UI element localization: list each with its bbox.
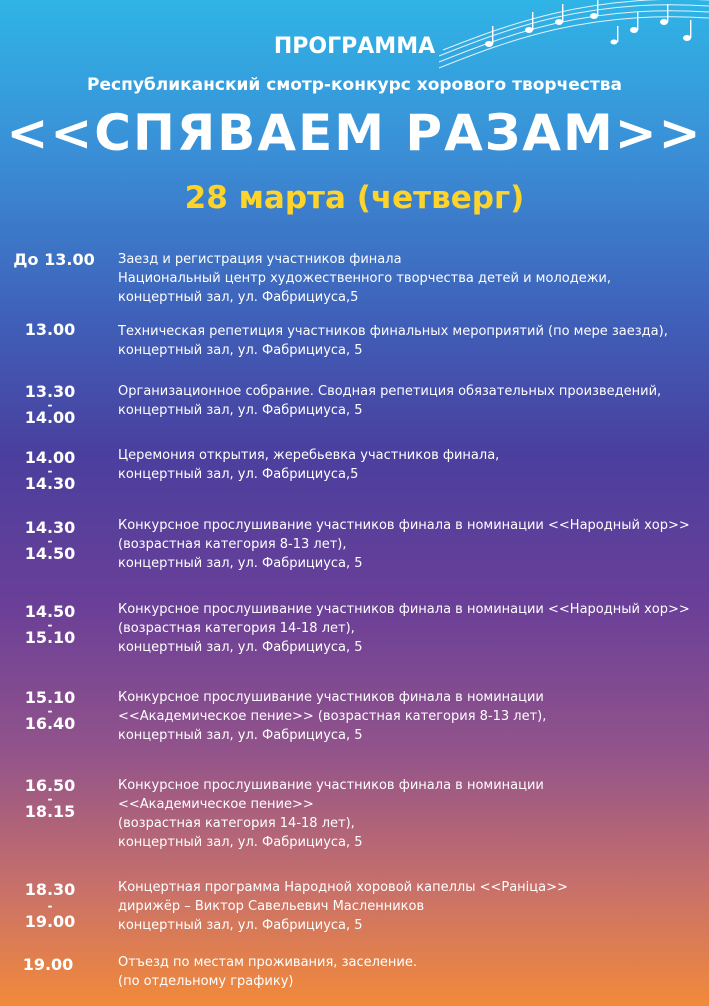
time-range: 15.10 - 16.40 [24, 688, 76, 733]
time-end: 15.10 [24, 628, 76, 647]
schedule-description: Заезд и регистрация участников финала Национальный центр художественного творчества детей и молодежи, концертный зал, ул. Фабрициуса,5 [118, 252, 611, 305]
time-end: 16.40 [24, 714, 76, 733]
event-subtitle: Республиканский смотр-конкурс хорового творчества [87, 75, 622, 95]
time-end: 18.15 [24, 802, 76, 821]
time-range: 14.50 - 15.10 [24, 602, 76, 647]
time-start: 14.30 [24, 518, 76, 537]
time-range: 18.30 - 19.00 [24, 880, 76, 931]
time-end: 14.00 [24, 408, 76, 427]
time-start: 13.00 [24, 320, 76, 339]
time-end: 14.50 [24, 544, 76, 563]
schedule-description: Техническая репетиция участников финальных мероприятий (по мере заезда), концертный зал, ул. Фабрициуса, 5 [118, 324, 668, 358]
time-start: 14.50 [24, 602, 76, 621]
time-start: До 13.00 [13, 250, 95, 269]
program-heading: ПРОГРАММА [273, 34, 436, 59]
schedule-description: Организационное собрание. Сводная репетиция обязательных произведений, концертный зал, ул. Фабрициуса, 5 [118, 384, 662, 418]
schedule-description: Церемония открытия, жеребьевка участников финала, концертный зал, ул. Фабрициуса,5 [118, 448, 500, 482]
event-title: <<СПЯВАЕМ РАЗАМ>> [6, 104, 703, 162]
schedule-description: Отъезд по местам проживания, заселение. (по отдельному графику) [118, 955, 417, 989]
time-range: 13.30 - 14.00 [24, 382, 76, 427]
time-end: 14.30 [24, 474, 76, 493]
time-start: 19.00 [22, 955, 74, 974]
time-start: 14.00 [24, 448, 76, 467]
time-start: 18.30 [24, 880, 76, 899]
time-range: 14.00 - 14.30 [24, 448, 76, 493]
time-range [0, 955, 98, 975]
time-start: 16.50 [24, 776, 76, 795]
schedule-description: Конкурсное прослушивание участников финала в номинации <<Народный хор>> (возрастная категория 14-18 лет), концертный зал, ул. Фабрициуса, 5 [118, 602, 690, 655]
time-end: 19.00 [24, 912, 76, 931]
schedule-description: Конкурсное прослушивание участников финала в номинации <<Академическое пение>> (возрастная категория 14-18 лет), концертный зал, ул. Фабрициуса, 5 [118, 778, 544, 850]
schedule-description: Конкурсное прослушивание участников финала в номинации <<Народный хор>> (возрастная категория 8-13 лет), концертный зал, ул. Фабрициуса, 5 [118, 518, 690, 571]
time-start: 13.30 [24, 382, 76, 401]
time-start: 15.10 [24, 688, 76, 707]
schedule-description: Конкурсное прослушивание участников финала в номинации <<Академическое пение>> (возрастная категория 8-13 лет), концертный зал, ул. Фабрициуса, 5 [118, 690, 547, 743]
time-range: 16.50 - 18.15 [24, 776, 76, 821]
schedule-description: Концертная программа Народной хоровой капеллы <<Раніца>> дирижёр – Виктор Савельевич Масленников концертный зал, ул. Фабрициуса, 5 [118, 880, 568, 933]
event-date: 28 марта (четверг) [184, 180, 525, 216]
time-range [4, 250, 104, 270]
time-range: 14.30 - 14.50 [24, 518, 76, 563]
time-range [0, 320, 100, 340]
